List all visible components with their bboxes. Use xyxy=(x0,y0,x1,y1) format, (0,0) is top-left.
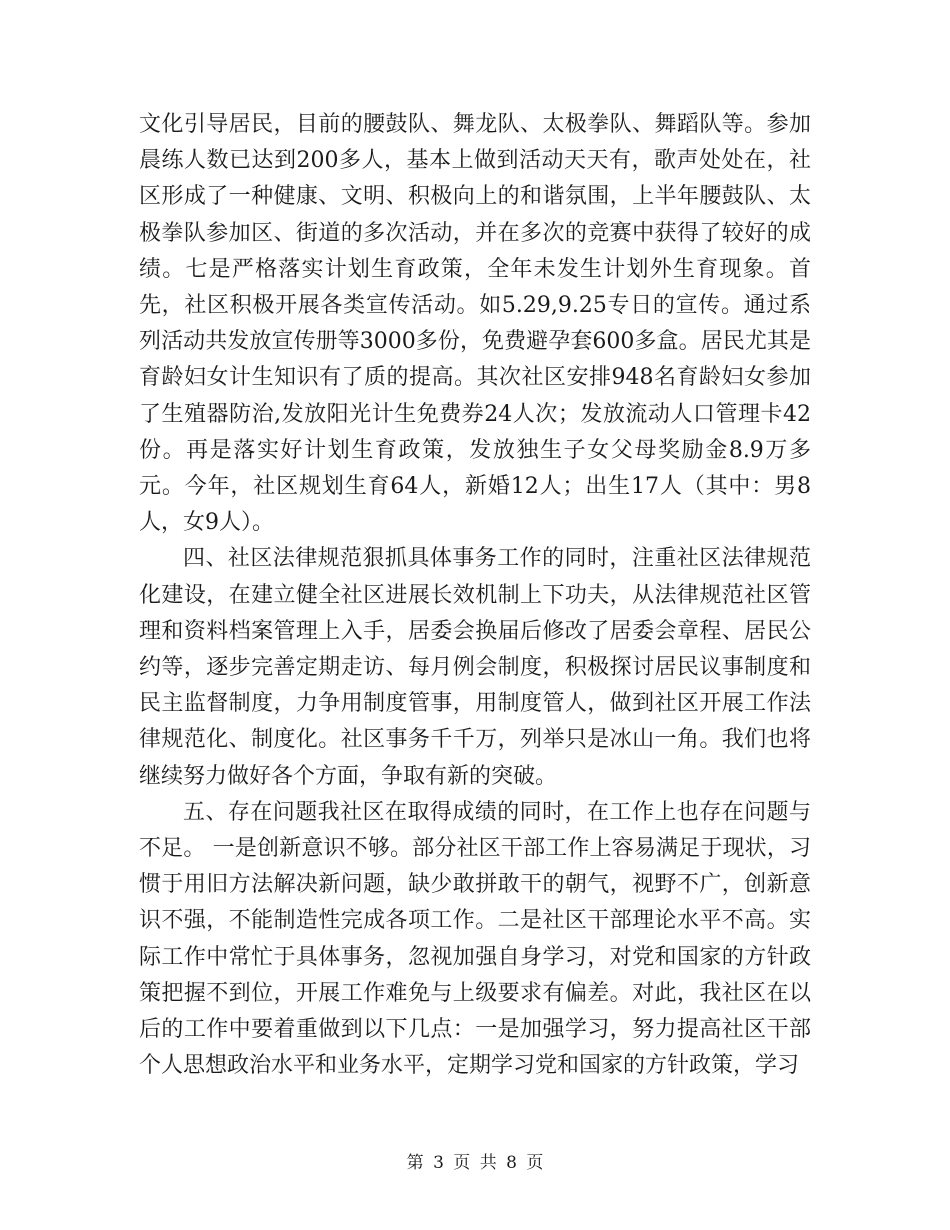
paragraph-1: 文化引导居民，目前的腰鼓队、舞龙队、太极拳队、舞蹈队等。参加晨练人数已达到200多人，基本上做到活动天天有，歌声处处在，社区形成了一种健康、文明、积极向上的和谐氛围，上半年腰鼓队、太极拳队参加区、街道的多次活动，并在多次的竞赛中获得了较好的成绩。七是严格落实计划生育政策，全年未发生计划外生育现象。首先，社区积极开展各类宣传活动。如5.29,9.25专日的宣传。通过系列活动共发放宣传册等3000多份，免费避孕套600多盒。居民尤其是育龄妇女计生知识有了质的提高。其次社区安排948名育龄妇女参加了生殖器防治,发放阳光计生免费券24人次；发放流动人口管理卡42份。再是落实好计划生育政策，发放独生子女父母奖励金8.9万多元。今年，社区规划生育64人，新婚12人；出生17人（其中：男8人，女9人）。 xyxy=(139,112,811,536)
page-footer: 第 3 页 共 8 页 xyxy=(406,1153,544,1173)
document-body xyxy=(139,107,811,1084)
paragraph-2: 四、社区法律规范狠抓具体事务工作的同时，注重社区法律规范化建设，在建立健全社区进展长效机制上下功夫，从法律规范社区管理和资料档案管理上入手，居委会换届后修改了居委会章程、居民公约等，逐步完善定期走访、每月例会制度，积极探讨居民议事制度和民主监督制度，力争用制度管事，用制度管人，做到社区开展工作法律规范化、制度化。社区事务千千万，列举只是冰山一角。我们也将继续努力做好各个方面，争取有新的突破。 xyxy=(139,546,811,789)
paragraph-3: 五、存在问题我社区在取得成绩的同时，在工作上也存在问题与不足。 一是创新意识不够。部分社区干部工作上容易满足于现状，习惯于用旧方法解决新问题，缺少敢拼敢干的朝气，视野不广，创新意识不强，不能制造性完成各项工作。二是社区干部理论水平不高。实际工作中常忙于具体事务，忽视加强自身学习，对党和国家的方针政策把握不到位，开展工作难免与上级要求有偏差。对此，我社区在以后的工作中要着重做到以下几点：一是加强学习，努力提高社区干部个人思想政治水平和业务水平，定期学习党和国家的方针政策，学习 xyxy=(139,799,811,1079)
